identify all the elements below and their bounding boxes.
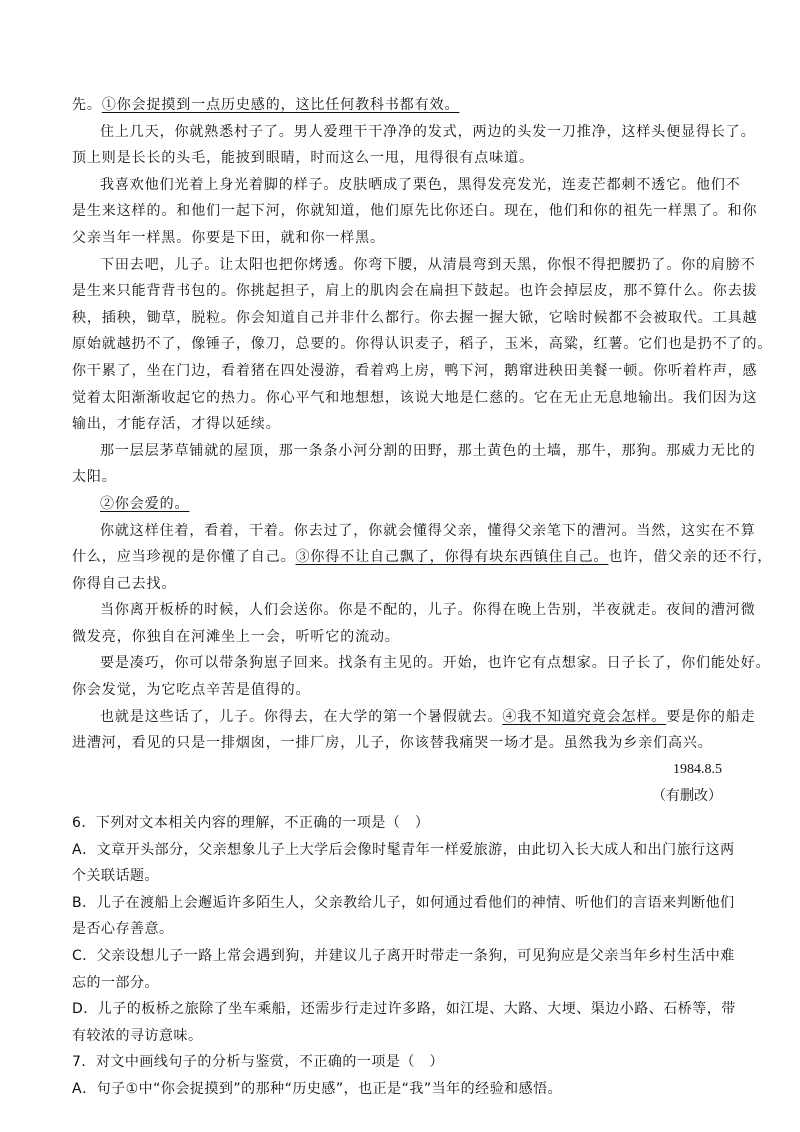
text-run: 什么，应当珍视的是你懂了自己。 bbox=[72, 549, 296, 566]
story-line bbox=[72, 278, 758, 305]
story-line bbox=[72, 225, 722, 252]
text-run: 微发亮，你独自在河滩坐上一会，听听它的流动。 bbox=[72, 628, 400, 645]
story-line bbox=[72, 730, 722, 757]
story-line bbox=[72, 92, 722, 119]
story-line bbox=[72, 464, 722, 491]
question-6 bbox=[72, 810, 736, 1049]
story-line bbox=[72, 198, 758, 225]
text-run: 要是凑巧，你可以带条狗崽子回来。找条有主见的。开始，也许它有点想家。日子长了，你们能处好。 bbox=[100, 655, 771, 672]
answer-option-line: 是否心存善意。 bbox=[72, 921, 174, 938]
text-run: 父亲当年一样黑。你要是下田，就和你一样黑。 bbox=[72, 229, 385, 246]
text-run: 先。 bbox=[72, 97, 102, 113]
answer-option-line: 有较浓的寻访意味。 bbox=[72, 1027, 203, 1044]
text-run: 你就这样住着，看着，干着。你去过了，你就会懂得父亲，懂得父亲笔下的漕河。当然，这实在不算 bbox=[100, 522, 756, 539]
text-run: 秧，插秧，锄草，脱粒。你会知道自己并非什么都行。你去握一握大锨，它啥时候都不会被取代。工具越 bbox=[72, 309, 758, 326]
story-line bbox=[72, 438, 756, 465]
text-run: 当你离开板桥的时候，人们会送你。你是不配的，儿子。你得在晚上告别，半夜就走。夜间的漕河微 bbox=[100, 602, 756, 619]
text-run: 我喜欢他们光着上身光着脚的样子。皮肤晒成了栗色，黑得发亮发光，连麦芒都刺不透它。他们不 bbox=[100, 176, 741, 193]
text-run: 输出，才能存活，才得以延续。 bbox=[72, 416, 281, 433]
text-run: 也许，借父亲的还不行， bbox=[608, 549, 773, 566]
story-line bbox=[72, 331, 773, 358]
revision-note: （有删改） bbox=[652, 788, 722, 805]
question-7 bbox=[72, 1049, 722, 1102]
story-line bbox=[72, 411, 722, 438]
underlined-sentence: ①你会捉摸到一点历史感的，这比任何教科书都有效。 bbox=[101, 97, 460, 113]
answer-option-line: A．文章开头部分，父亲想象儿子上大学后会像时髦青年一样爱旅游，由此切入长大成人和出门旅行这两 bbox=[72, 841, 735, 858]
text-run: 住上几天，你就熟悉村子了。男人爱理干干净净的发式，两边的头发一刀推净，这样头便显得长了。 bbox=[100, 123, 756, 140]
underlined-sentence: ②你会爱的。 bbox=[100, 495, 190, 512]
question-stem: 7．对文中画线句子的分析与鉴赏，不正确的一项是（ ） bbox=[72, 1054, 444, 1071]
text-run: 你干累了，坐在门边，看着猪在四处漫游，看着鸡上房，鸭下河，鹅窜进秧田美餐一顿。你听着杵声，感 bbox=[72, 362, 758, 379]
story-line bbox=[72, 677, 722, 704]
story-line bbox=[72, 119, 756, 146]
underlined-sentence: ③你得不让自己飘了，你得有块东西镇住自己。 bbox=[295, 549, 609, 566]
answer-option-line: D．儿子的板桥之旅除了坐车乘船，还需步行走过许多路，如江堤、大路、大埂、渠边小路、石桥等，带 bbox=[72, 1001, 736, 1018]
text-run: 进漕河，看见的只是一排烟囱，一排厂房，儿子，你该替我痛哭一场才是。虽然我为乡亲们高兴。 bbox=[72, 735, 713, 752]
answer-option-line: A．句子①中“你会捉摸到”的那种“历史感”，也正是“我”当年的经验和感悟。 bbox=[72, 1080, 563, 1097]
answer-option-line: C．父亲设想儿子一路上常会遇到狗，并建议儿子离开时带走一条狗，可见狗应是父亲当年乡村生活中难 bbox=[72, 948, 735, 964]
story-text bbox=[72, 92, 773, 757]
text-run: 你得自己去找。 bbox=[72, 575, 177, 592]
story-line bbox=[72, 145, 722, 172]
answer-option-line: 个关联话题。 bbox=[72, 868, 159, 885]
story-line bbox=[72, 305, 758, 332]
story-line bbox=[72, 597, 756, 624]
story-line bbox=[72, 491, 722, 518]
story-line bbox=[72, 172, 741, 199]
story-line bbox=[72, 650, 771, 677]
story-date: 1984.8.5 bbox=[673, 761, 722, 777]
text-run: 是生来只能背背书包的。你挑起担子，肩上的肌肉会在扁担下鼓起。也许会掉层皮，那不算什么。你去拔 bbox=[72, 283, 758, 300]
answer-option-line: B．儿子在渡船上会邂逅许多陌生人，父亲教给儿子，如何通过看他们的神情、听他们的言语来判断他们 bbox=[72, 894, 735, 911]
underlined-sentence: ④我不知道究竟会怎样。 bbox=[502, 708, 667, 725]
story-line bbox=[72, 704, 756, 731]
text-run: 是生来这样的。和他们一起下河，你就知道，他们原先比你还白。现在，他们和你的祖先一样黑了。和你 bbox=[72, 203, 758, 220]
story-line bbox=[72, 624, 722, 651]
story-line bbox=[72, 544, 773, 571]
text-run: 下田去吧，儿子。让太阳也把你烤透。你弯下腰，从清晨弯到天黑，你恨不得把腰扔了。你的肩膀不 bbox=[100, 256, 756, 273]
text-run: 太阳。 bbox=[72, 469, 117, 486]
story-line bbox=[72, 571, 722, 598]
text-run: 也就是这些话了，儿子。你得去，在大学的第一个暑假就去。 bbox=[100, 708, 503, 725]
question-stem: 6．下列对文本相关内容的理解，不正确的一项是（ ） bbox=[72, 815, 430, 832]
text-run: 原始就越扔不了，像锤子，像刀，总要的。你得认识麦子，稻子，玉米，高粱，红薯。它们也是扔不了的。 bbox=[72, 336, 773, 353]
text-run: 觉着太阳渐渐收起它的热力。你心平气和地想想，该说大地是仁慈的。它在无止无息地输出。我们因为这 bbox=[72, 389, 758, 406]
story-line bbox=[72, 518, 756, 545]
story-line bbox=[72, 358, 758, 385]
text-run: 那一层层茅草铺就的屋顶，那一条条小河分割的田野，那土黄色的土墙，那牛，那狗。那威力无比的 bbox=[100, 442, 756, 459]
story-line bbox=[72, 385, 758, 412]
answer-option-line: 忘的一部分。 bbox=[72, 974, 159, 991]
text-run: 顶上则是长长的头毛，能披到眼睛，时而这么一甩，甩得很有点味道。 bbox=[72, 150, 534, 167]
text-run: 要是你的船走 bbox=[666, 708, 756, 725]
story-line bbox=[72, 252, 756, 279]
text-run: 你会发觉，为它吃点辛苦是值得的。 bbox=[72, 682, 311, 699]
